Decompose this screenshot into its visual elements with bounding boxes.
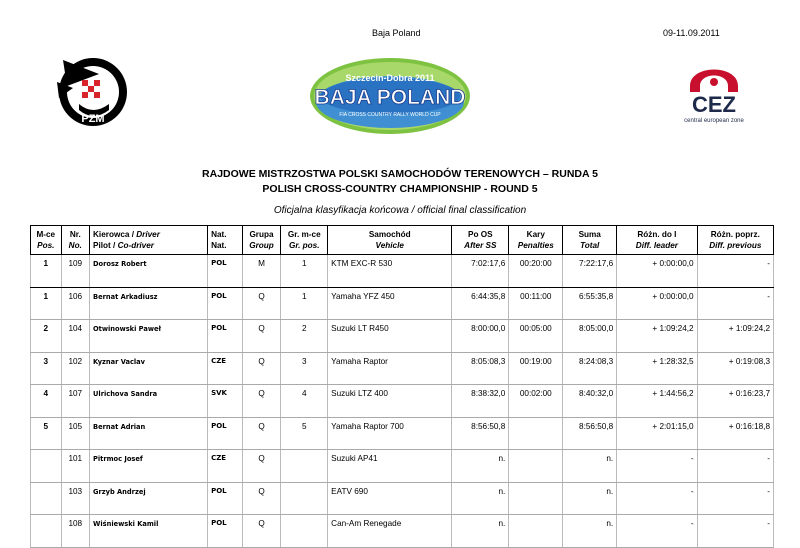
cell-grpos [281, 482, 328, 515]
cell-diff-previous: + 1:09:24,2 [697, 320, 773, 353]
cell-no: 107 [61, 385, 89, 418]
table-row [31, 482, 774, 515]
cell-nat: CZE [208, 352, 243, 385]
col-vehicle: Samochód Vehicle [328, 226, 452, 255]
cell-vehicle: Suzuki AP41 [328, 450, 452, 483]
col-nat: Nat. Nat. [208, 226, 243, 255]
cell-diff-leader: + 0:00:00,0 [617, 287, 697, 320]
cell-diff-leader: - [617, 450, 697, 483]
cell-total: n. [563, 515, 617, 548]
cell-pos: 4 [31, 385, 62, 418]
cell-no: 108 [61, 515, 89, 548]
cell-driver: Grzyb Andrzej [90, 482, 208, 515]
cell-total: 8:05:00,0 [563, 320, 617, 353]
cell-diff-previous: + 0:16:18,8 [697, 417, 773, 450]
cell-diff-previous: - [697, 255, 773, 288]
cell-penalty: 00:05:00 [509, 320, 563, 353]
cell-total: 8:40:32,0 [563, 385, 617, 418]
table-header-row [31, 226, 774, 255]
cez-logo-text: CEZ [692, 92, 736, 117]
cell-afterss: 7:02:17,6 [452, 255, 509, 288]
cell-grpos: 3 [281, 352, 328, 385]
cell-pos: 1 [31, 255, 62, 288]
table-row [31, 385, 774, 418]
pzm-logo [55, 52, 131, 130]
cell-diff-leader: + 1:28:32,5 [617, 352, 697, 385]
event-date: 09-11.09.2011 [663, 28, 720, 38]
classification-subtitle: Oficjalna klasyfikacja końcowa / official final classification [273, 205, 527, 216]
cell-afterss: n. [452, 450, 509, 483]
col-driver: Kierowca / Driver Pilot / Co-driver [90, 226, 208, 255]
cell-total: 8:24:08,3 [563, 352, 617, 385]
cell-penalty [509, 417, 563, 450]
title-polish: RAJDOWE MISTRZOSTWA POLSKI SAMOCHODÓW TERENOWYCH – RUNDA 5 [202, 168, 598, 180]
cell-pos [31, 515, 62, 548]
cell-penalty: 00:20:00 [509, 255, 563, 288]
cell-driver: Dorosz Robert [90, 255, 208, 288]
cell-group: Q [242, 417, 281, 450]
cell-total: n. [563, 450, 617, 483]
event-name: Baja Poland [372, 28, 421, 38]
cell-group: Q [242, 482, 281, 515]
cell-no: 106 [61, 287, 89, 320]
cell-driver: Bernat Adrian [90, 417, 208, 450]
cell-grpos: 5 [281, 417, 328, 450]
cell-afterss: 8:05:08,3 [452, 352, 509, 385]
cell-diff-leader: + 0:00:00,0 [617, 255, 697, 288]
results-table [30, 225, 774, 548]
cell-penalty: 00:11:00 [509, 287, 563, 320]
cell-pos: 2 [31, 320, 62, 353]
cell-vehicle: Yamaha YFZ 450 [328, 287, 452, 320]
col-no: Nr. No. [61, 226, 89, 255]
cell-total: 6:55:35,8 [563, 287, 617, 320]
cell-diff-previous: - [697, 450, 773, 483]
cell-nat: POL [208, 515, 243, 548]
cell-pos [31, 450, 62, 483]
table-row [31, 417, 774, 450]
cell-driver: Wiśniewski Kamil [90, 515, 208, 548]
cell-diff-previous: + 0:16:23,7 [697, 385, 773, 418]
cell-diff-leader: + 1:44:56,2 [617, 385, 697, 418]
cell-grpos: 4 [281, 385, 328, 418]
title-english: POLISH CROSS-COUNTRY CHAMPIONSHIP - ROUND 5 [262, 183, 538, 195]
cell-penalty: 00:02:00 [509, 385, 563, 418]
cell-nat: POL [208, 482, 243, 515]
cell-diff-previous: - [697, 482, 773, 515]
cell-pos [31, 482, 62, 515]
baja-logo-line1: Szczecin-Dobra 2011 [345, 73, 435, 83]
table-row [31, 352, 774, 385]
cell-vehicle: EATV 690 [328, 482, 452, 515]
col-penalties: Kary Penalties [509, 226, 563, 255]
cell-afterss: 8:00:00,0 [452, 320, 509, 353]
baja-logo-line2: BAJA POLAND [314, 86, 466, 109]
cell-group: Q [242, 450, 281, 483]
table-row [31, 320, 774, 353]
col-pos: M-ce Pos. [31, 226, 62, 255]
cell-group: Q [242, 385, 281, 418]
cell-diff-leader: - [617, 515, 697, 548]
cell-group: Q [242, 320, 281, 353]
cell-grpos: 1 [281, 255, 328, 288]
cell-driver: Kyznar Vaclav [90, 352, 208, 385]
cell-penalty: 00:19:00 [509, 352, 563, 385]
cell-nat: SVK [208, 385, 243, 418]
cell-group: Q [242, 287, 281, 320]
cez-logo [668, 58, 760, 126]
cell-nat: POL [208, 320, 243, 353]
cell-total: n. [563, 482, 617, 515]
cell-no: 101 [61, 450, 89, 483]
cell-diff-leader: + 2:01:15,0 [617, 417, 697, 450]
cell-total: 7:22:17,6 [563, 255, 617, 288]
cell-nat: POL [208, 255, 243, 288]
cell-afterss: 8:56:50,8 [452, 417, 509, 450]
cell-afterss: n. [452, 482, 509, 515]
cell-vehicle: KTM EXC-R 530 [328, 255, 452, 288]
cell-pos: 3 [31, 352, 62, 385]
cell-diff-leader: + 1:09:24,2 [617, 320, 697, 353]
cell-penalty [509, 482, 563, 515]
cell-driver: Pitrmoc Josef [90, 450, 208, 483]
cell-vehicle: Yamaha Raptor [328, 352, 452, 385]
cell-pos: 5 [31, 417, 62, 450]
table-row [31, 515, 774, 548]
cell-afterss: n. [452, 515, 509, 548]
cell-no: 103 [61, 482, 89, 515]
cell-driver: Ulrichova Sandra [90, 385, 208, 418]
cell-no: 105 [61, 417, 89, 450]
cell-nat: POL [208, 417, 243, 450]
cell-afterss: 6:44:35,8 [452, 287, 509, 320]
cell-group: M [242, 255, 281, 288]
col-group: Grupa Group [242, 226, 281, 255]
col-total: Suma Total [563, 226, 617, 255]
cell-pos: 1 [31, 287, 62, 320]
cell-grpos: 1 [281, 287, 328, 320]
col-diff-leader: Różn. do I Diff. leader [617, 226, 697, 255]
cell-vehicle: Suzuki LTZ 400 [328, 385, 452, 418]
cell-vehicle: Suzuki LT R450 [328, 320, 452, 353]
cell-group: Q [242, 352, 281, 385]
cell-vehicle: Yamaha Raptor 700 [328, 417, 452, 450]
cell-no: 104 [61, 320, 89, 353]
cell-driver: Otwinowski Paweł [90, 320, 208, 353]
table-row [31, 255, 774, 288]
col-grpos: Gr. m-ce Gr. pos. [281, 226, 328, 255]
cell-group: Q [242, 515, 281, 548]
cell-penalty [509, 450, 563, 483]
cell-no: 109 [61, 255, 89, 288]
cell-driver: Bernat Arkadiusz [90, 287, 208, 320]
cell-diff-previous: + 0:19:08,3 [697, 352, 773, 385]
cell-total: 8:56:50,8 [563, 417, 617, 450]
baja-poland-logo [308, 56, 472, 136]
col-afterss: Po OS After SS [452, 226, 509, 255]
cell-grpos: 2 [281, 320, 328, 353]
table-row [31, 450, 774, 483]
table-row [31, 287, 774, 320]
cell-penalty [509, 515, 563, 548]
cell-nat: POL [208, 287, 243, 320]
cell-nat: CZE [208, 450, 243, 483]
cez-logo-sub: central european zone [684, 118, 744, 124]
cell-afterss: 8:38:32,0 [452, 385, 509, 418]
cell-grpos [281, 450, 328, 483]
cell-grpos [281, 515, 328, 548]
col-diff-previous: Różn. poprz. Diff. previous [697, 226, 773, 255]
cell-vehicle: Can-Am Renegade [328, 515, 452, 548]
cell-diff-previous: - [697, 287, 773, 320]
cell-diff-previous: - [697, 515, 773, 548]
baja-logo-line3: FIA CROSS COUNTRY RALLY WORLD CUP [339, 112, 441, 118]
cell-no: 102 [61, 352, 89, 385]
cell-diff-leader: - [617, 482, 697, 515]
pzm-logo-text: PZM [81, 113, 105, 125]
